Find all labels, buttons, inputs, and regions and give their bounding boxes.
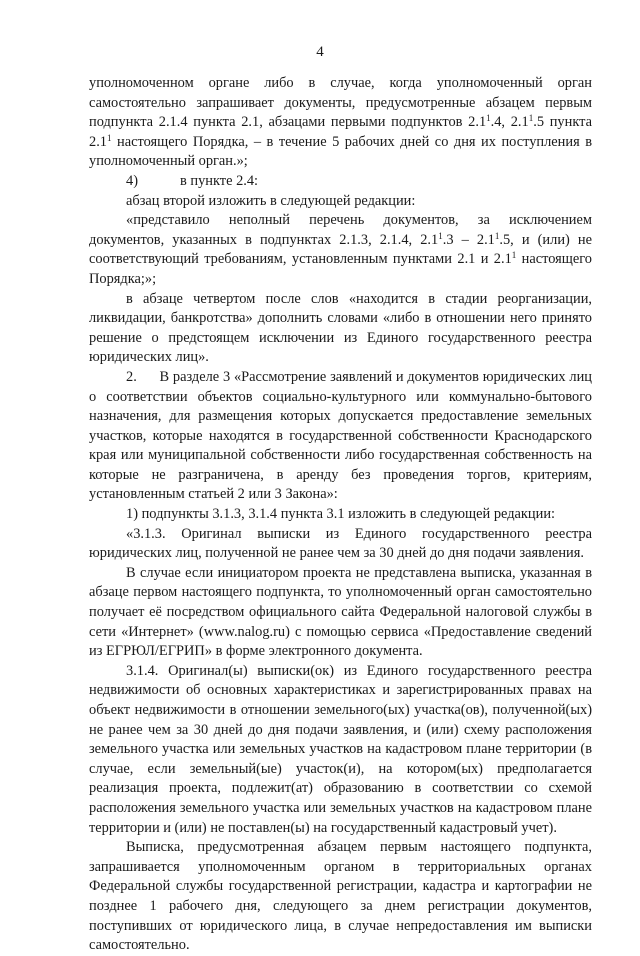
paragraph-extract-rosreestr: Выписка, предусмотренная абзацем первым настоящего подпункта, запрашивается уполномоченным органом в территориальных органах Федеральной службы государственной регистрации, кадастра и картографии не позднее 1 рабочего дня, следующего за днем регистрации документов, поступивших от юридического лица, в случае непредоставления им выписки самостоятельно. [89, 839, 592, 954]
paragraph-abzac-fourth: в абзаце четвертом после слов «находится в стадии реорганизации, ликвидации, банкротства» дополнить словами «либо в отношении него принято решение о предстоящем исключении из Единого государственного реестра юридических лиц». [89, 290, 592, 366]
page-number: 4 [316, 44, 324, 60]
paragraph-3-1-4: 3.1.4. Оригинал(ы) выписки(ок) из Единого государственного реестра недвижимости об основных характеристиках и зарегистрированных правах на объект недвижимости в отношении земельного(ых) участка(ов), полученной(ых) не ранее чем за 30 дней до дня подачи заявления, и (или) схему расположения земельного участка или земельных участков на кадастровом плане территории (в случае, если земельный(ые) участок(и), на котором(ых) предполагается реализация проекта, подлежит(ат) образованию в соответствии со схемой расположения земельного участка или земельных участков на кадастровом плане территории и (или) не поставлен(ы) на государственный кадастровый учет). [89, 662, 592, 836]
paragraph-continuation: уполномоченном органе либо в случае, когда уполномоченный орган самостоятельно запрашивает документы, предусмотренные абзацем первым подпункта 2.1.4 пункта 2.1, абзацами первыми подпунктов $2.1^1.4$, $2.1^1.5$ пункта $2.1^1$ настоящего Порядка, – в течение 5 рабочих дней со дня их поступления в уполномоченный орган.»; [89, 75, 592, 170]
list-item-4 [89, 172, 592, 192]
paragraph-extract-request: В случае если инициатором проекта не представлена выписка, указанная в абзаце первом настоящего подпункта, то уполномоченный орган самостоятельно получает её посредством официального сайта Федеральной налоговой службы в сети «Интернет» (www.nalog.ru) с помощью сервиса «Предоставление сведений из ЕГРЮЛ/ЕГРИП» в форме электронного документа. [89, 564, 592, 660]
list-item-number: 4) [126, 172, 138, 189]
paragraph-abzac-second: абзац второй изложить в следующей редакции: [126, 192, 416, 209]
document-body [89, 74, 592, 956]
paragraph-subitems: 1) подпункты 3.1.3, 3.1.4 пункта 3.1 изложить в следующей редакции: [126, 506, 556, 523]
paragraph-3-1-3: «3.1.3. Оригинал выписки из Единого государственного реестра юридических лиц, полученной не ранее чем за 30 дней до дня подачи заявления. [89, 525, 592, 562]
list-item-text: в пункте 2.4: [180, 172, 259, 189]
paragraph-section-3: 2. В разделе 3 «Рассмотрение заявлений и документов юридических лиц о соответствии объектов социально-культурного или коммунально-бытового назначения, для размещения которых допускается предоставление земельных участков, которые находятся в государственной собственности Краснодарского края или муниципальной собственности либо государственная собственность на которые не разграничена, в аренду без проведения торгов, критериям, установленным статьей 2 или 3 Закона»: [89, 368, 592, 503]
paragraph-quote-incomplete-list: «представило неполный перечень документов, за исключением документов, указанных в подпунктах 2.1.3, 2.1.4, $2.1^1.3 - 2.1^1.5$, и (или) не соответствующий требованиям, установленным пунктами 2.1 и $2.1^1$ настоящего Порядка;»; [89, 212, 592, 287]
